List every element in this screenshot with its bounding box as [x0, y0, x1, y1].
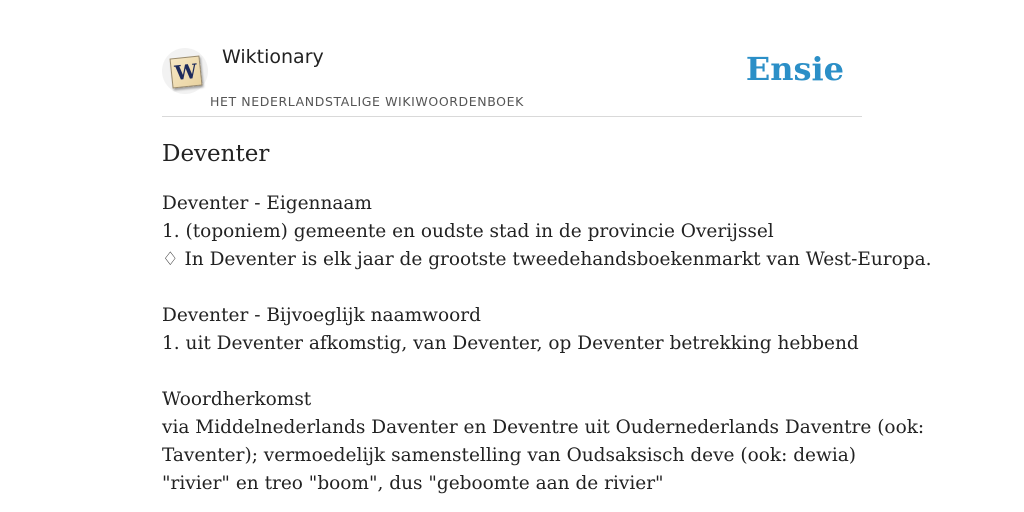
- example-line: ♢ In Deventer is elk jaar de grootste tweedehandsboekenmarkt van West-Europa.: [162, 249, 932, 270]
- section-heading: Deventer - Bijvoeglijk naamwoord: [162, 305, 481, 326]
- definition-line: 1. uit Deventer afkomstig, van Deventer, op Deventer betrekking hebbend: [162, 333, 859, 354]
- section-woordherkomst: [162, 386, 925, 498]
- site-tagline: HET NEDERLANDSTALIGE WIKIWOORDENBOEK: [210, 94, 524, 109]
- etymology-line: via Middelnederlands Daventer en Deventre uit Oudernederlands Daventre (ook:: [162, 417, 925, 438]
- section-eigennaam: [162, 190, 932, 274]
- section-heading: Woordherkomst: [162, 389, 312, 410]
- definition-line: 1. (toponiem) gemeente en oudste stad in de provincie Overijssel: [162, 221, 774, 242]
- entry-title: Deventer: [162, 141, 270, 167]
- site-name[interactable]: Wiktionary: [222, 46, 324, 68]
- site-header: [162, 40, 862, 117]
- ensie-brand-link[interactable]: Ensie: [745, 50, 844, 88]
- etymology-line: "rivier" en treo "boom", dus "geboomte aan de rivier": [162, 473, 664, 494]
- section-heading: Deventer - Eigennaam: [162, 193, 372, 214]
- etymology-line: Taventer); vermoedelijk samenstelling van Oudsaksisch deve (ook: dewia): [162, 445, 856, 466]
- spacer: [162, 358, 882, 386]
- logo-letter: W: [173, 58, 199, 86]
- entry-content: [162, 138, 932, 498]
- section-bijvoeglijk-naamwoord: [162, 302, 882, 358]
- spacer: [162, 274, 882, 302]
- wiktionary-tile-icon: [170, 56, 203, 89]
- wiktionary-logo[interactable]: [162, 48, 208, 94]
